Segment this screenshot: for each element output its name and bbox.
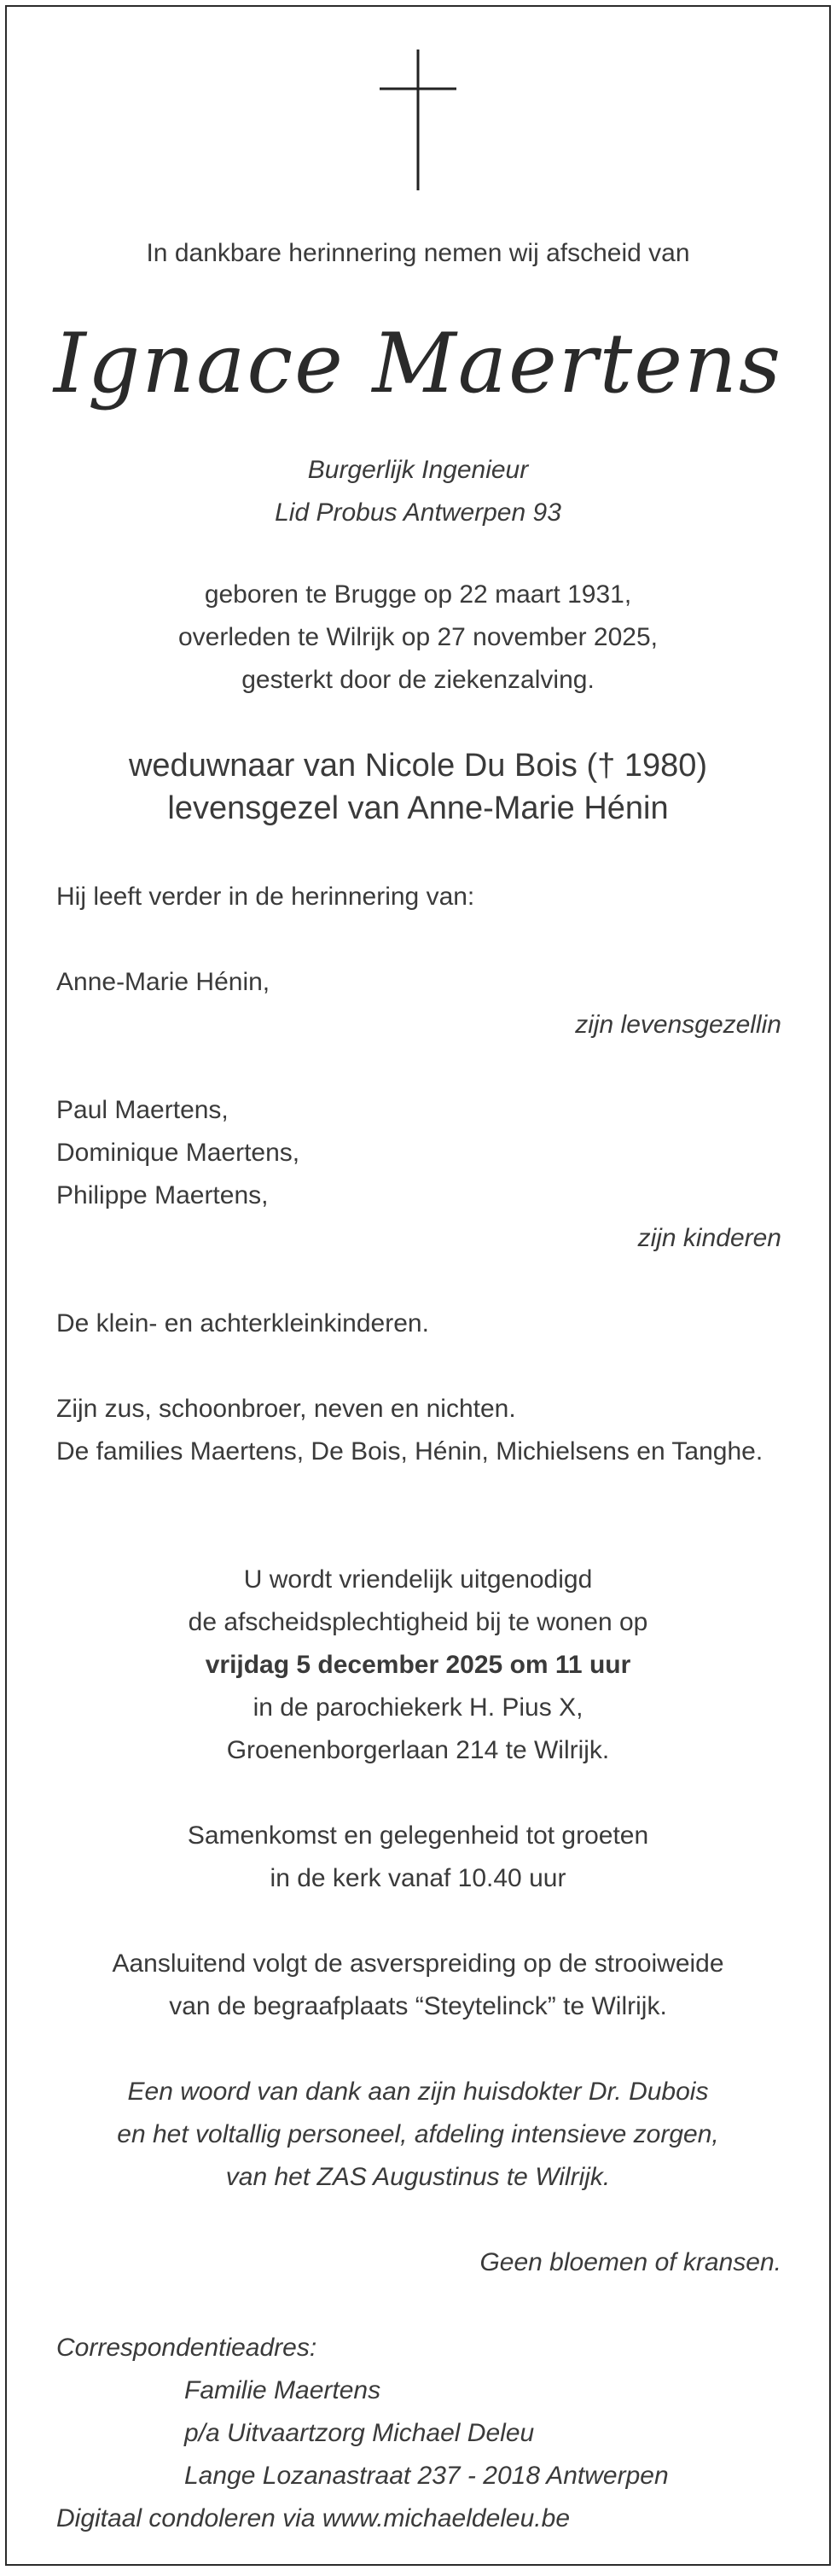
title-line-1: Burgerlijk Ingenieur bbox=[307, 456, 529, 484]
ceremony-date: vrijdag 5 december 2025 om 11 uur bbox=[205, 1651, 631, 1679]
life-line-1: geboren te Brugge op 22 maart 1931, bbox=[204, 580, 632, 609]
child-1: Paul Maertens, bbox=[56, 1096, 229, 1124]
correspondence-line-2: p/a Uitvaartzorg Michael Deleu bbox=[184, 2419, 535, 2447]
gathering-line-2: in de kerk vanaf 10.40 uur bbox=[270, 1864, 566, 1892]
death-notice bbox=[5, 5, 831, 2566]
life-line-3: gesterkt door de ziekenzalving. bbox=[241, 666, 595, 694]
thanks-line-3: van het ZAS Augustinus te Wilrijk. bbox=[225, 2163, 611, 2191]
scatter-line-2: van de begraafplaats “Steytelinck” te Wilrijk. bbox=[169, 1992, 667, 2020]
no-flowers-note: Geen bloemen of kransen. bbox=[479, 2248, 781, 2276]
intro-text: In dankbare herinnering nemen wij afscheid van bbox=[146, 239, 690, 267]
thanks-line-1: Een woord van dank aan zijn huisdokter Dr. Dubois bbox=[127, 2078, 709, 2106]
relation-widower: weduwnaar van Nicole Du Bois († 1980) bbox=[128, 748, 708, 784]
child-3: Philippe Maertens, bbox=[56, 1181, 269, 1209]
invite-line-2: de afscheidsplechtigheid bij te wonen op bbox=[188, 1608, 648, 1636]
children-role: zijn kinderen bbox=[637, 1224, 781, 1252]
correspondence-line-1: Familie Maertens bbox=[184, 2376, 381, 2404]
grandchildren: De klein- en achterkleinkinderen. bbox=[56, 1309, 429, 1338]
extended-family-1: Zijn zus, schoonbroer, neven en nichten. bbox=[56, 1395, 516, 1423]
invite-line-1: U wordt vriendelijk uitgenodigd bbox=[243, 1565, 593, 1594]
gathering-line-1: Samenkomst en gelegenheid tot groeten bbox=[187, 1821, 649, 1850]
title-line-2: Lid Probus Antwerpen 93 bbox=[275, 498, 561, 527]
cross-icon bbox=[7, 50, 829, 195]
partner-name: Anne-Marie Hénin, bbox=[56, 968, 270, 996]
family-intro: Hij leeft verder in de herinnering van: bbox=[56, 883, 475, 911]
ceremony-place-1: in de parochiekerk H. Pius X, bbox=[253, 1693, 583, 1722]
life-line-2: overleden te Wilrijk op 27 november 2025, bbox=[178, 623, 658, 651]
relation-partner: levensgezel van Anne-Marie Hénin bbox=[167, 790, 669, 826]
ceremony-place-2: Groenenborgerlaan 214 te Wilrijk. bbox=[226, 1736, 610, 1764]
online-condolence-link[interactable]: Digitaal condoleren via www.michaeldeleu.be bbox=[56, 2504, 571, 2532]
thanks-line-2: en het voltallig personeel, afdeling intensieve zorgen, bbox=[117, 2120, 719, 2148]
extended-family-2: De families Maertens, De Bois, Hénin, Michielsens en Tanghe. bbox=[56, 1437, 763, 1466]
deceased-name: Ignace Maertens bbox=[53, 316, 783, 411]
child-2: Dominique Maertens, bbox=[56, 1139, 300, 1167]
partner-role: zijn levensgezellin bbox=[575, 1011, 781, 1039]
scatter-line-1: Aansluitend volgt de asverspreiding op de strooiweide bbox=[112, 1949, 724, 1978]
correspondence-line-3: Lange Lozanastraat 237 - 2018 Antwerpen bbox=[184, 2462, 669, 2490]
correspondence-label: Correspondentieadres: bbox=[56, 2334, 317, 2362]
